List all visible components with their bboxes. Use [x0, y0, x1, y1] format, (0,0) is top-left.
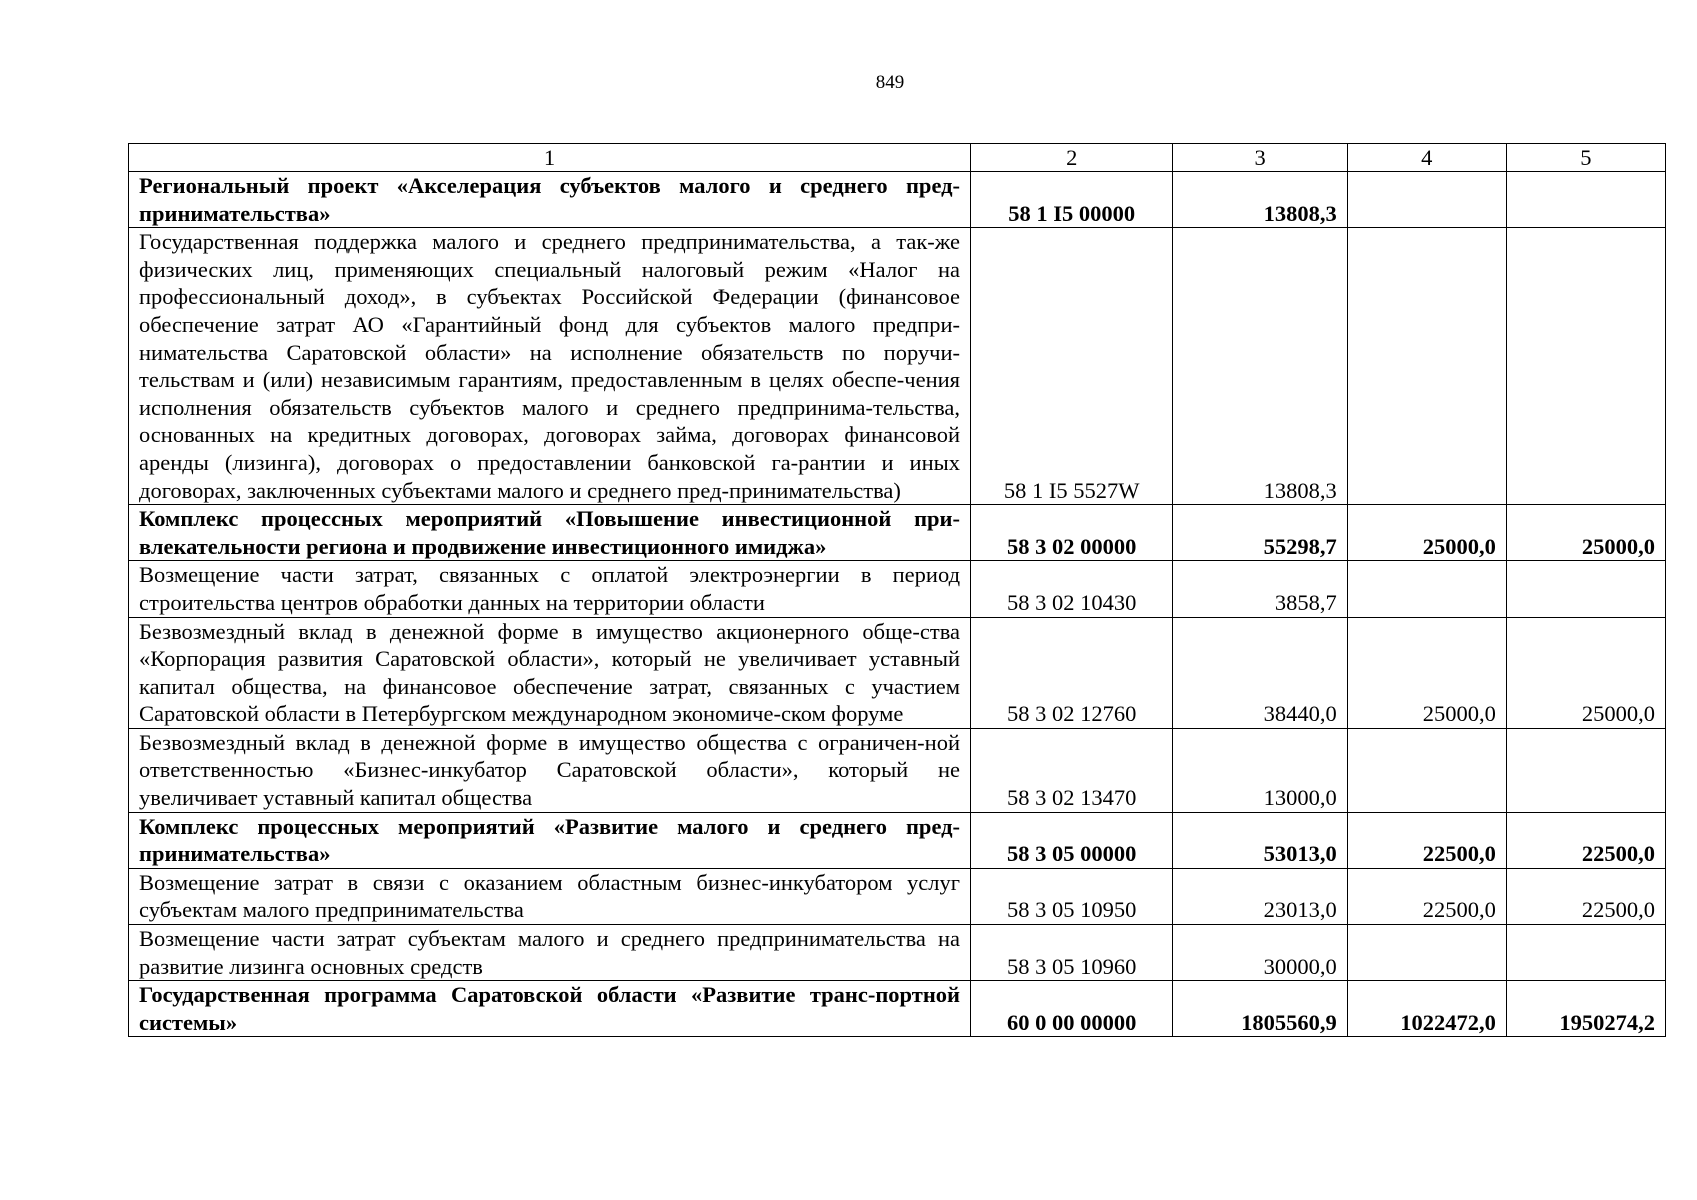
row-value-col4: 25000,0	[1347, 505, 1506, 561]
page-number: 849	[875, 72, 905, 93]
row-value-col4: 1022472,0	[1347, 981, 1506, 1037]
row-code: 58 3 02 00000	[971, 505, 1173, 561]
row-name: Региональный проект «Акселерация субъектов малого и среднего пред-принимательства»	[129, 172, 971, 228]
table-row	[129, 561, 1666, 617]
table-row	[129, 505, 1666, 561]
row-value-col3: 53013,0	[1173, 812, 1347, 868]
row-value-col5	[1506, 228, 1665, 505]
row-value-col3: 30000,0	[1173, 925, 1347, 981]
row-value-col5: 22500,0	[1506, 868, 1665, 924]
row-value-col5	[1506, 925, 1665, 981]
column-header: 5	[1506, 144, 1665, 172]
row-code: 58 3 05 10960	[971, 925, 1173, 981]
row-value-col3: 38440,0	[1173, 617, 1347, 728]
table-header-row	[129, 144, 1666, 172]
row-value-col4: 22500,0	[1347, 812, 1506, 868]
row-value-col5	[1506, 172, 1665, 228]
row-code: 58 3 02 13470	[971, 728, 1173, 812]
row-name: Безвозмездный вклад в денежной форме в имущество общества с ограничен-ной ответственностью «Бизнес-инкубатор Саратовской области», который не увеличивает уставный капитал общества	[129, 728, 971, 812]
row-value-col4: 22500,0	[1347, 868, 1506, 924]
column-header: 1	[129, 144, 971, 172]
table-row	[129, 812, 1666, 868]
row-value-col3: 55298,7	[1173, 505, 1347, 561]
row-code: 58 3 02 12760	[971, 617, 1173, 728]
row-value-col4	[1347, 561, 1506, 617]
row-code: 58 1 I5 5527W	[971, 228, 1173, 505]
row-value-col5: 1950274,2	[1506, 981, 1665, 1037]
row-value-col3: 13808,3	[1173, 172, 1347, 228]
table-row	[129, 228, 1666, 505]
table-row	[129, 617, 1666, 728]
row-value-col4	[1347, 728, 1506, 812]
row-name: Возмещение затрат в связи с оказанием областным бизнес-инкубатором услуг субъектам малого предпринимательства	[129, 868, 971, 924]
table-row	[129, 981, 1666, 1037]
row-value-col4	[1347, 172, 1506, 228]
row-value-col5: 22500,0	[1506, 812, 1665, 868]
row-value-col5	[1506, 561, 1665, 617]
row-code: 58 1 I5 00000	[971, 172, 1173, 228]
row-name: Возмещение части затрат, связанных с оплатой электроэнергии в период строительства центров обработки данных на территории области	[129, 561, 971, 617]
row-code: 58 3 02 10430	[971, 561, 1173, 617]
budget-table	[128, 143, 1666, 1037]
row-value-col3: 1805560,9	[1173, 981, 1347, 1037]
table-row	[129, 868, 1666, 924]
row-value-col3: 23013,0	[1173, 868, 1347, 924]
row-code: 60 0 00 00000	[971, 981, 1173, 1037]
row-name: Комплекс процессных мероприятий «Развитие малого и среднего пред-принимательства»	[129, 812, 971, 868]
column-header: 2	[971, 144, 1173, 172]
row-value-col5: 25000,0	[1506, 505, 1665, 561]
row-value-col4	[1347, 228, 1506, 505]
row-value-col3: 13000,0	[1173, 728, 1347, 812]
row-name: Государственная программа Саратовской области «Развитие транс-портной системы»	[129, 981, 971, 1037]
row-name: Безвозмездный вклад в денежной форме в имущество акционерного обще-ства «Корпорация развития Саратовской области», который не увеличивает уставный капитал общества, на финансовое обеспечение затрат, связанных с участием Саратовской области в Петербургском международном экономиче-ском форуме	[129, 617, 971, 728]
row-value-col5: 25000,0	[1506, 617, 1665, 728]
column-header: 3	[1173, 144, 1347, 172]
row-name: Возмещение части затрат субъектам малого и среднего предпринимательства на развитие лизинга основных средств	[129, 925, 971, 981]
row-value-col3: 13808,3	[1173, 228, 1347, 505]
row-value-col4	[1347, 925, 1506, 981]
row-name: Государственная поддержка малого и среднего предпринимательства, а так-же физических лиц, применяющих специальный налоговый режим «Налог на профессиональный доход», в субъектах Российской Федерации (финансовое обеспечение затрат АО «Гарантийный фонд для субъектов малого предпри-нимательства Саратовской области» на исполнение обязательств по поручи-тельствам и (или) независимым гарантиям, предоставленным в целях обеспе-чения исполнения обязательств субъектов малого и среднего предпринима-тельства, основанных на кредитных договорах, договорах займа, договорах финансовой аренды (лизинга), договорах о предоставлении банковской га-рантии и иных договорах, заключенных субъектами малого и среднего пред-принимательства)	[129, 228, 971, 505]
row-name: Комплекс процессных мероприятий «Повышение инвестиционной при-влекательности региона и продвижение инвестиционного имиджа»	[129, 505, 971, 561]
row-code: 58 3 05 10950	[971, 868, 1173, 924]
row-code: 58 3 05 00000	[971, 812, 1173, 868]
column-header: 4	[1347, 144, 1506, 172]
row-value-col3: 3858,7	[1173, 561, 1347, 617]
table-row	[129, 925, 1666, 981]
row-value-col4: 25000,0	[1347, 617, 1506, 728]
table-row	[129, 172, 1666, 228]
row-value-col5	[1506, 728, 1665, 812]
table-row	[129, 728, 1666, 812]
